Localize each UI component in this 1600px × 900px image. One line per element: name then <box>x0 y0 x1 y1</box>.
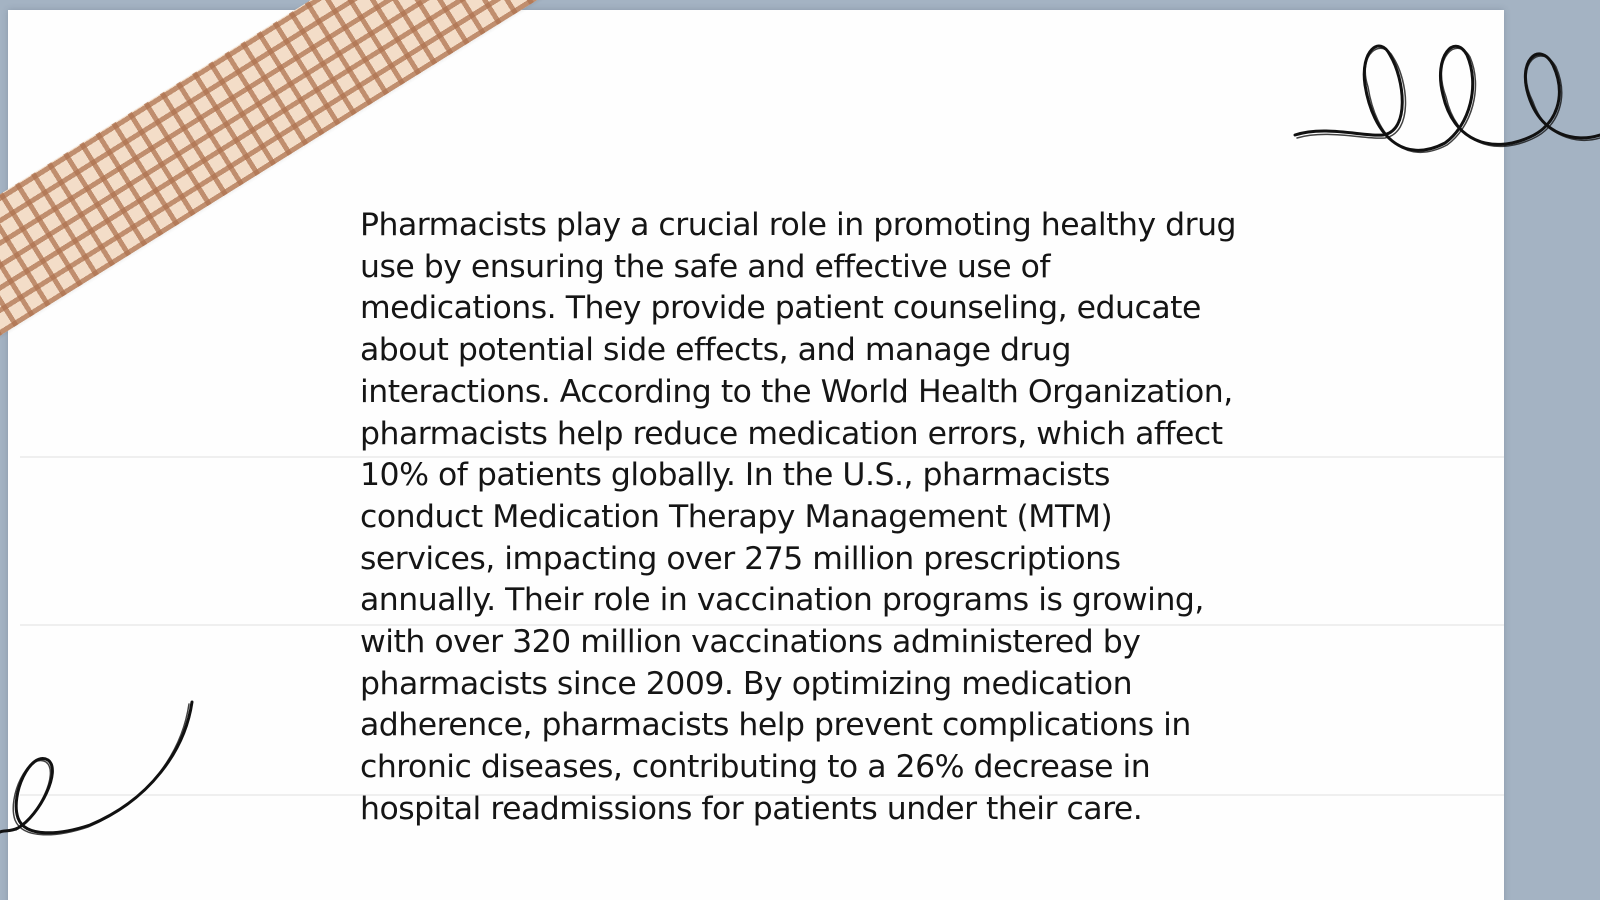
body-paragraph: Pharmacists play a crucial role in promoting healthy drug use by ensuring the safe and effective use of medications. They provide patient counseling, educate about potential side effects, and manage drug interactions. According to the World Health Organization, pharmacists help reduce medication errors, which affect 10% of patients globally. In the U.S., pharmacists conduct Medication Therapy Management (MTM) services, impacting over 275 million prescriptions annually. Their role in vaccination programs is growing, with over 320 million vaccinations administered by pharmacists since 2009. By optimizing medication adherence, pharmacists help prevent complications in chronic diseases, contributing to a 26% decrease in hospital readmissions for patients under their care. <box>360 207 1237 827</box>
loop-squiggle-doodle-icon <box>1285 25 1600 175</box>
swoosh-doodle-icon <box>0 690 200 850</box>
